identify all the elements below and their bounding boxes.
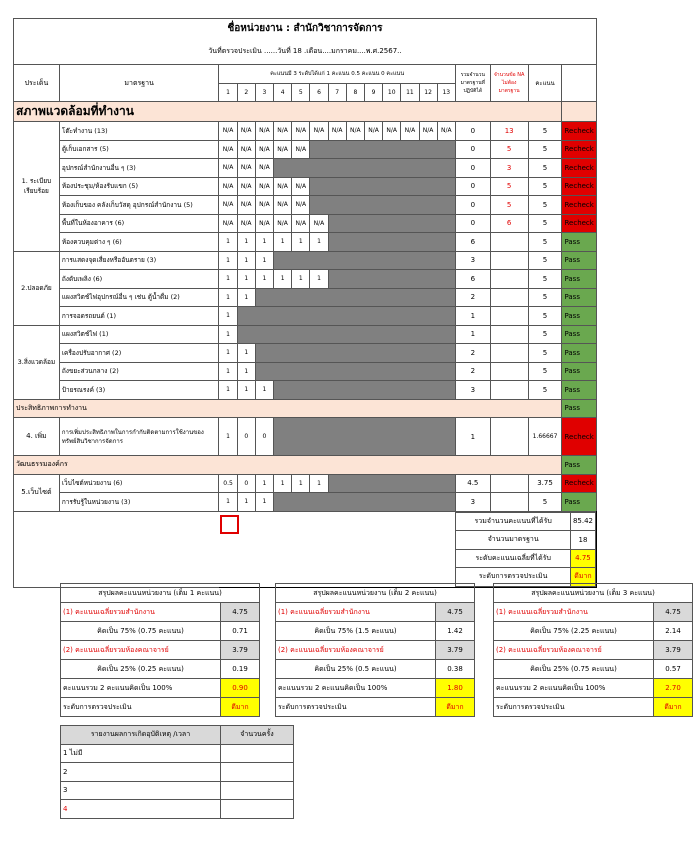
total-cell: 1 — [455, 307, 490, 326]
na-filler — [274, 159, 456, 178]
standard-label: การรับรู้ในหน่วยงาน (3) — [59, 493, 219, 512]
table-row — [14, 122, 597, 141]
summary-faculty-weighted-label: คิดเป็น 25% (0.25 คะแนน) — [61, 660, 221, 679]
score-value-cell: 5 — [528, 288, 562, 307]
summary-total-value: 1.80 — [436, 679, 475, 698]
status-cell: Pass — [562, 270, 597, 289]
group-label: 5.เว็บไซต์ — [14, 474, 60, 511]
score-cell: N/A — [255, 214, 273, 233]
score-cell: N/A — [237, 214, 255, 233]
summary-level-label: ระดับการตรวจประเมิน — [494, 698, 654, 717]
score-cell: 1 — [219, 288, 237, 307]
status-cell: Recheck — [562, 122, 597, 141]
status-cell: Pass — [562, 381, 597, 400]
sum-label: รวมจำนวนคะแนนที่ได้รับ — [456, 512, 571, 531]
score-cell: N/A — [219, 214, 237, 233]
table-row — [14, 140, 597, 159]
summary-title: สรุปผลคะแนนหน่วยงาน (เต็ม 3 คะแนน) — [494, 584, 693, 603]
summary-title: สรุปผลคะแนนหน่วยงาน (เต็ม 2 คะแนน) — [276, 584, 475, 603]
table-row — [14, 270, 597, 289]
status-cell: Recheck — [562, 214, 597, 233]
level-label: ระดับการตรวจประเมิน — [456, 568, 571, 587]
standard-label: การเพิ่มประสิทธิภาพในการกำกับติดตามการใช้งานของทรัพย์สินวิชาการจัดการ — [59, 418, 219, 456]
status-cell: Recheck — [562, 196, 597, 215]
standard-label: ห้องเก็บของ คลังเก็บวัสดุ อุปกรณ์สำนักงาน (5) — [59, 196, 219, 215]
score-cell: 1 — [219, 381, 237, 400]
summary-faculty-weighted-label: คิดเป็น 25% (0.5 คะแนน) — [276, 660, 436, 679]
score-cell: N/A — [219, 140, 237, 159]
score-cell: 1 — [219, 270, 237, 289]
total-cell: 1 — [455, 418, 490, 456]
score-cell: N/A — [237, 177, 255, 196]
score-legend: คะแนนมี 3 ระดับได้แก่ 1 คะแนน 0.5 คะแนน 0 คะแนน — [219, 65, 455, 84]
status-cell: Pass — [562, 493, 597, 512]
col-topic: ประเด็น — [14, 65, 60, 102]
table-row — [14, 288, 597, 307]
score-cell: 1 — [255, 270, 273, 289]
na-count-cell — [490, 251, 528, 270]
standard-label: การจอดรถยนต์ (1) — [59, 307, 219, 326]
criterion-number-header: 5 — [292, 83, 310, 102]
status-cell: Pass — [562, 344, 597, 363]
score-cell: N/A — [255, 196, 273, 215]
section-culture: วัฒนธรรมองค์กร — [14, 456, 562, 475]
score-cell: 1 — [292, 474, 310, 493]
standard-label: อุปกรณ์สำนักงานอื่น ๆ (3) — [59, 159, 219, 178]
status-cell: Recheck — [562, 140, 597, 159]
table-row — [14, 307, 597, 326]
criterion-number-header: 9 — [364, 83, 382, 102]
na-filler — [310, 140, 456, 159]
status-cell: Pass — [562, 288, 597, 307]
col-standard: มาตรฐาน — [59, 65, 219, 102]
incident-col-count: จำนวนครั้ง — [221, 726, 294, 745]
total-cell: 3 — [455, 493, 490, 512]
summary-level-value: ดีมาก — [654, 698, 693, 717]
total-cell: 0 — [455, 159, 490, 178]
na-filler — [255, 344, 455, 363]
score-cell: N/A — [237, 122, 255, 141]
summary-office-weighted-label: คิดเป็น 75% (0.75 คะแนน) — [61, 622, 221, 641]
table-row — [14, 344, 597, 363]
criterion-number-header: 7 — [328, 83, 346, 102]
table-row — [14, 362, 597, 381]
score-value-cell: 5 — [528, 344, 562, 363]
score-cell: 1 — [237, 362, 255, 381]
totals-table — [455, 512, 596, 587]
summary-table — [60, 583, 260, 717]
total-cell: 6 — [455, 270, 490, 289]
score-cell: N/A — [274, 214, 292, 233]
score-cell: 1 — [255, 251, 273, 270]
total-cell: 6 — [455, 233, 490, 252]
standard-label: แผงสวิตช์ไฟ (1) — [59, 325, 219, 344]
summary-total-label: คะแนนรวม 2 คะแนนคิดเป็น 100% — [276, 679, 436, 698]
na-filler — [328, 233, 455, 252]
score-cell: N/A — [255, 122, 273, 141]
total-cell: 0 — [455, 177, 490, 196]
score-cell: N/A — [274, 196, 292, 215]
incident-row: 3 — [61, 781, 221, 800]
criterion-number-header: 2 — [237, 83, 255, 102]
score-value-cell: 5 — [528, 177, 562, 196]
total-cell: 0 — [455, 140, 490, 159]
table-row — [14, 474, 597, 493]
score-cell: N/A — [274, 177, 292, 196]
table-row — [14, 233, 597, 252]
standard-label: พื้นที่ในห้องอาคาร (6) — [59, 214, 219, 233]
score-cell: N/A — [310, 214, 328, 233]
table-row — [14, 251, 597, 270]
score-value-cell: 5 — [528, 140, 562, 159]
section-work-env: สภาพแวดล้อมที่ทำงาน — [14, 102, 562, 122]
summary-table — [275, 583, 475, 717]
status-cell: Pass — [562, 325, 597, 344]
sum-value: 85.42 — [570, 512, 595, 531]
score-cell: 1 — [219, 307, 237, 326]
status-cell: Pass — [562, 362, 597, 381]
table-row — [14, 418, 597, 456]
score-value-cell: 5 — [528, 214, 562, 233]
score-value-cell: 5 — [528, 270, 562, 289]
criterion-number-header: 10 — [383, 83, 401, 102]
level-value: ดีมาก — [570, 568, 595, 587]
score-cell: 1 — [219, 493, 237, 512]
na-filler — [310, 177, 456, 196]
standard-label: ถังขยะส่วนกลาง (2) — [59, 362, 219, 381]
col-score: คะแนน — [528, 65, 562, 102]
group-label: 1. ระเบียบเรียบร้อย — [14, 122, 60, 252]
score-value-cell: 5 — [528, 307, 562, 326]
summary-faculty-weighted-value: 0.38 — [436, 660, 475, 679]
summary-total-value: 0.90 — [221, 679, 260, 698]
score-cell: 1 — [274, 270, 292, 289]
criterion-number-header: 13 — [437, 83, 455, 102]
score-value-cell: 5 — [528, 493, 562, 512]
score-value-cell: 1.66667 — [528, 418, 562, 456]
na-count-cell — [490, 270, 528, 289]
score-cell: N/A — [237, 196, 255, 215]
score-cell: N/A — [219, 122, 237, 141]
status-cell: Recheck — [562, 474, 597, 493]
group-label: 3.สิ่งแวดล้อม — [14, 325, 60, 399]
summary-office-avg-label: (1) คะแนนเฉลี่ยรวมสำนักงาน — [494, 603, 654, 622]
incident-table — [60, 725, 294, 819]
score-cell: 1 — [237, 233, 255, 252]
score-cell: N/A — [292, 177, 310, 196]
score-cell: N/A — [437, 122, 455, 141]
na-count-cell: 5 — [490, 196, 528, 215]
standard-label: ห้องควบคุมต่าง ๆ (6) — [59, 233, 219, 252]
score-cell: N/A — [255, 177, 273, 196]
summary-total-value: 2.70 — [654, 679, 693, 698]
score-value-cell: 5 — [528, 196, 562, 215]
table-row — [14, 159, 597, 178]
incident-row: 1 ไม่มี — [61, 744, 221, 763]
standard-label: โต๊ะทำงาน (13) — [59, 122, 219, 141]
score-cell: N/A — [401, 122, 419, 141]
score-cell: N/A — [292, 196, 310, 215]
status-cell: Pass — [562, 251, 597, 270]
group-label: 2.ปลอดภัย — [14, 251, 60, 325]
criterion-number-header: 3 — [255, 83, 273, 102]
score-cell: 1 — [237, 493, 255, 512]
summary-faculty-avg-value: 3.79 — [221, 641, 260, 660]
score-cell: N/A — [328, 122, 346, 141]
summary-office-avg-value: 4.75 — [436, 603, 475, 622]
score-cell: 1 — [219, 251, 237, 270]
score-cell: 1 — [310, 270, 328, 289]
score-cell: 1 — [237, 288, 255, 307]
summary-level-label: ระดับการตรวจประเมิน — [61, 698, 221, 717]
na-filler — [255, 362, 455, 381]
score-value-cell: 5 — [528, 362, 562, 381]
score-cell: 1 — [219, 362, 237, 381]
score-cell: 1 — [219, 325, 237, 344]
summary-office-weighted-label: คิดเป็น 75% (1.5 คะแนน) — [276, 622, 436, 641]
score-value-cell: 3.75 — [528, 474, 562, 493]
score-value-cell: 5 — [528, 122, 562, 141]
avg-value: 4.75 — [570, 549, 595, 568]
score-cell: N/A — [237, 159, 255, 178]
score-cell: N/A — [274, 140, 292, 159]
status-cell: Recheck — [562, 159, 597, 178]
na-filler — [255, 288, 455, 307]
table-row — [14, 177, 597, 196]
na-filler — [328, 474, 455, 493]
summary-office-avg-value: 4.75 — [221, 603, 260, 622]
score-cell: N/A — [383, 122, 401, 141]
summary-faculty-weighted-label: คิดเป็น 25% (0.75 คะแนน) — [494, 660, 654, 679]
score-cell: 1 — [292, 270, 310, 289]
na-count-cell — [490, 307, 528, 326]
score-cell: 1 — [219, 233, 237, 252]
na-filler — [274, 493, 456, 512]
score-cell: 1 — [255, 381, 273, 400]
score-cell: N/A — [364, 122, 382, 141]
score-cell: 1 — [292, 233, 310, 252]
total-cell: 0 — [455, 214, 490, 233]
score-value-cell: 5 — [528, 159, 562, 178]
na-count-cell — [490, 233, 528, 252]
na-filler — [274, 251, 456, 270]
total-cell: 2 — [455, 288, 490, 307]
na-count-cell — [490, 418, 528, 456]
score-value-cell: 5 — [528, 251, 562, 270]
na-count-cell — [490, 493, 528, 512]
standard-label: ถังดับเพลิง (6) — [59, 270, 219, 289]
total-cell: 0 — [455, 196, 490, 215]
status-cell: Recheck — [562, 418, 597, 456]
count-label: จำนวนมาตรฐาน — [456, 531, 571, 550]
table-row — [14, 493, 597, 512]
table-row — [14, 325, 597, 344]
score-cell: N/A — [219, 159, 237, 178]
standard-label: เครื่องปรับอากาศ (2) — [59, 344, 219, 363]
na-filler — [274, 418, 456, 456]
summary-faculty-weighted-value: 0.57 — [654, 660, 693, 679]
summary-office-weighted-value: 2.14 — [654, 622, 693, 641]
standard-label: ป้ายรณรงค์ (3) — [59, 381, 219, 400]
score-cell: N/A — [419, 122, 437, 141]
status-cell: Recheck — [562, 177, 597, 196]
summary-office-avg-label: (1) คะแนนเฉลี่ยรวมสำนักงาน — [61, 603, 221, 622]
score-cell: N/A — [274, 122, 292, 141]
summary-faculty-avg-label: (2) คะแนนเฉลี่ยรวมห้องคณาจารย์ — [494, 641, 654, 660]
na-count-cell: 13 — [490, 122, 528, 141]
section-efficiency: ประสิทธิภาพการทำงาน — [14, 399, 562, 418]
table-row — [14, 196, 597, 215]
score-cell: N/A — [292, 122, 310, 141]
score-cell: 1 — [219, 418, 237, 456]
score-cell: N/A — [219, 196, 237, 215]
evaluation-sheet — [13, 18, 597, 588]
standard-label: การแสดงจุดเสี่ยงหรืออันตราย (3) — [59, 251, 219, 270]
na-filler — [237, 307, 455, 326]
na-count-cell — [490, 325, 528, 344]
main-table — [13, 18, 597, 588]
summary-office-weighted-label: คิดเป็น 75% (2.25 คะแนน) — [494, 622, 654, 641]
total-cell: 3 — [455, 381, 490, 400]
na-count-cell: 5 — [490, 140, 528, 159]
avg-label: ระดับคะแนนเฉลี่ยที่ได้รับ — [456, 549, 571, 568]
score-cell: N/A — [255, 159, 273, 178]
na-filler — [328, 270, 455, 289]
score-cell: 1 — [237, 251, 255, 270]
na-count-cell: 3 — [490, 159, 528, 178]
summary-level-label: ระดับการตรวจประเมิน — [276, 698, 436, 717]
total-cell: 0 — [455, 122, 490, 141]
na-count-cell: 5 — [490, 177, 528, 196]
na-count-cell — [490, 288, 528, 307]
score-cell: 1 — [274, 233, 292, 252]
incident-col-report: รายงานผลการเกิดอุบัติเหตุ /เวลา — [61, 726, 221, 745]
summary-title: สรุปผลคะแนนหน่วยงาน (เต็ม 1 คะแนน) — [61, 584, 260, 603]
summary-faculty-avg-value: 3.79 — [436, 641, 475, 660]
incident-row: 2 — [61, 763, 221, 782]
page-title: ชื่อหน่วยงาน : สำนักวิชาการจัดการ — [14, 19, 597, 39]
score-value-cell: 5 — [528, 381, 562, 400]
summary-level-value: ดีมาก — [436, 698, 475, 717]
table-row — [14, 214, 597, 233]
total-cell: 4.5 — [455, 474, 490, 493]
criterion-number-header: 6 — [310, 83, 328, 102]
total-cell: 1 — [455, 325, 490, 344]
standard-label: เว็บไซต์หน่วยงาน (6) — [59, 474, 219, 493]
score-cell: 0 — [237, 418, 255, 456]
summary-office-avg-label: (1) คะแนนเฉลี่ยรวมสำนักงาน — [276, 603, 436, 622]
count-value: 18 — [570, 531, 595, 550]
col-total: รวมจำนวนมาตรฐานที่ปฏิบัติได้ — [455, 65, 490, 102]
score-cell: 1 — [310, 233, 328, 252]
summary-total-label: คะแนนรวม 2 คะแนนคิดเป็น 100% — [494, 679, 654, 698]
summary-faculty-avg-value: 3.79 — [654, 641, 693, 660]
total-cell: 2 — [455, 344, 490, 363]
na-filler — [274, 381, 456, 400]
na-count-cell: 6 — [490, 214, 528, 233]
criterion-number-header: 11 — [401, 83, 419, 102]
score-cell: N/A — [219, 177, 237, 196]
score-cell: N/A — [255, 140, 273, 159]
score-cell: 1 — [310, 474, 328, 493]
na-count-cell — [490, 381, 528, 400]
summary-office-weighted-value: 1.42 — [436, 622, 475, 641]
na-filler — [328, 214, 455, 233]
criterion-number-header: 4 — [274, 83, 292, 102]
score-value-cell: 5 — [528, 325, 562, 344]
score-cell: 0 — [255, 418, 273, 456]
summary-office-weighted-value: 0.71 — [221, 622, 260, 641]
status-cell: Pass — [562, 233, 597, 252]
empty-checkbox[interactable] — [220, 515, 239, 534]
score-cell: 1 — [237, 344, 255, 363]
incident-row: 4 — [61, 800, 221, 819]
summary-faculty-avg-label: (2) คะแนนเฉลี่ยรวมห้องคณาจารย์ — [61, 641, 221, 660]
criterion-number-header: 8 — [346, 83, 364, 102]
score-value-cell: 5 — [528, 233, 562, 252]
summary-table — [493, 583, 693, 717]
score-cell: 1 — [237, 270, 255, 289]
summary-faculty-weighted-value: 0.19 — [221, 660, 260, 679]
score-cell: 1 — [237, 381, 255, 400]
summary-level-value: ดีมาก — [221, 698, 260, 717]
summary-total-label: คะแนนรวม 2 คะแนนคิดเป็น 100% — [61, 679, 221, 698]
standard-label: แผงสวิตช์ไฟอุปกรณ์อื่น ๆ เช่น ตู้น้ำดื่ม (2) — [59, 288, 219, 307]
date-line: วันที่ตรวจประเมิน ......วันที่ 18 .เดือน....มกราคม....พ.ศ.2567.. — [14, 39, 597, 65]
col-na: จำนวนข้อ NA ไม่ต้องมาตรฐาน — [490, 65, 528, 102]
summary-office-avg-value: 4.75 — [654, 603, 693, 622]
score-cell: N/A — [292, 140, 310, 159]
score-cell: 1 — [219, 344, 237, 363]
score-cell: 0 — [237, 474, 255, 493]
na-count-cell — [490, 362, 528, 381]
score-cell: 1 — [255, 474, 273, 493]
score-cell: N/A — [292, 214, 310, 233]
score-cell: 1 — [255, 233, 273, 252]
na-count-cell — [490, 474, 528, 493]
status-cell: Pass — [562, 307, 597, 326]
criterion-number-header: 1 — [219, 83, 237, 102]
status-cell: Pass — [562, 456, 597, 475]
score-cell: 1 — [274, 474, 292, 493]
table-row — [14, 381, 597, 400]
score-cell: 0.5 — [219, 474, 237, 493]
group-label: 4. เพิ่ม — [14, 418, 60, 456]
score-cell: 1 — [255, 493, 273, 512]
total-cell: 2 — [455, 362, 490, 381]
score-cell: N/A — [310, 122, 328, 141]
criterion-number-header: 12 — [419, 83, 437, 102]
summary-faculty-avg-label: (2) คะแนนเฉลี่ยรวมห้องคณาจารย์ — [276, 641, 436, 660]
na-count-cell — [490, 344, 528, 363]
standard-label: ห้องประชุม/ห้องรับแขก (5) — [59, 177, 219, 196]
status-cell: Pass — [562, 399, 597, 418]
score-cell: N/A — [237, 140, 255, 159]
total-cell: 3 — [455, 251, 490, 270]
standard-label: ตู้เก็บเอกสาร (5) — [59, 140, 219, 159]
na-filler — [310, 196, 456, 215]
score-cell: N/A — [346, 122, 364, 141]
na-filler — [237, 325, 455, 344]
